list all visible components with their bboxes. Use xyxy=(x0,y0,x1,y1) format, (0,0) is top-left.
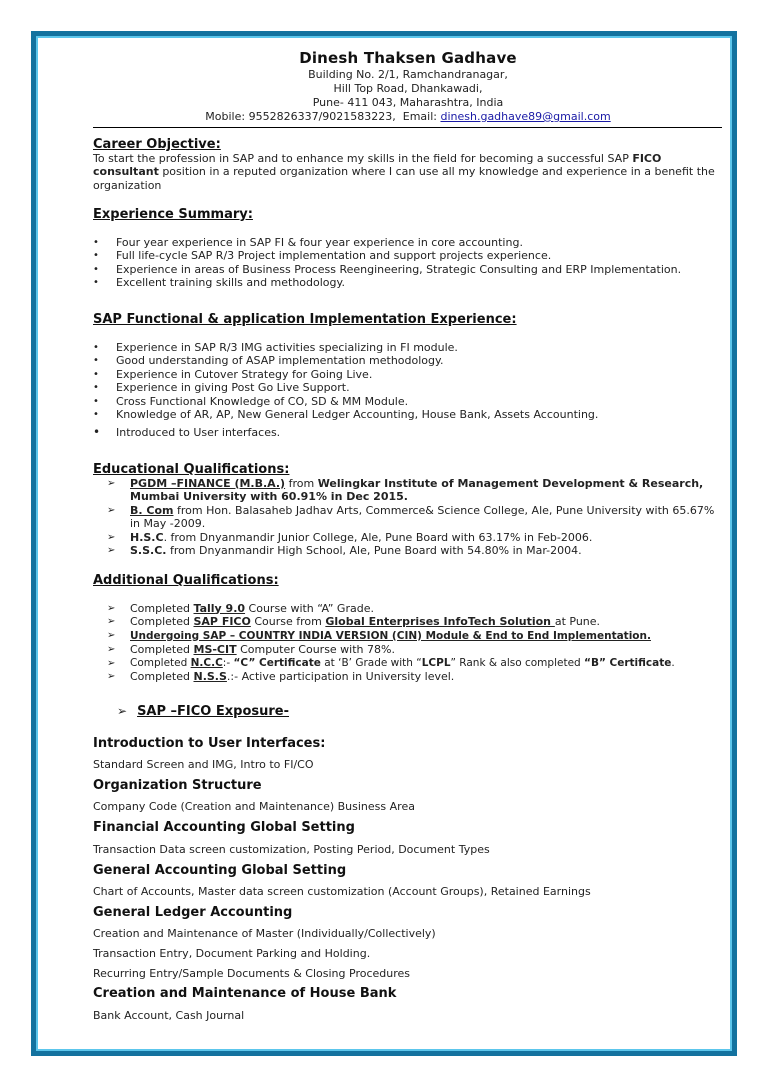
list-item: ➢ B. Com from Hon. Balasaheb Jadhav Arts, Commerce& Science College, Ale, Pune University with 65.67% in May -2009. xyxy=(107,503,715,530)
exposure-line: Company Code (Creation and Maintenance) Business Area xyxy=(93,800,415,813)
arrow-bullet-icon: ➢ xyxy=(117,704,128,718)
arrow-bullet-icon: ➢ xyxy=(107,504,116,516)
exposure-line: Transaction Data screen customization, Posting Period, Document Types xyxy=(93,843,490,856)
section-title: Career Objective: xyxy=(93,137,221,152)
list-item: ➢ Completed N.C.C:- “C” Certificate at ‘B’ Grade with “LCPL” Rank & also completed “B” Certificate. xyxy=(107,656,675,669)
candidate-name: Dinesh Thaksen Gadhave xyxy=(299,49,517,67)
exposure-heading: Organization Structure xyxy=(93,778,262,793)
contact-line xyxy=(93,110,723,124)
list-item: • Introduced to User interfaces. xyxy=(93,424,281,439)
list-item: ➢ S.S.C. from Dnyanmandir High School, Ale, Pune Board with 54.80% in Mar-2004. xyxy=(107,544,582,557)
address-line-2: Hill Top Road, Dhankawadi, xyxy=(333,82,483,95)
list-item: ➢ Completed N.S.S.:- Active participation in University level. xyxy=(107,670,455,683)
education-section xyxy=(93,463,723,558)
exposure-heading: General Accounting Global Setting xyxy=(93,863,347,878)
arrow-bullet-icon: ➢ xyxy=(107,629,116,641)
list-item: • Full life-cycle SAP R/3 Project implementation and support projects experience. xyxy=(93,249,552,262)
bullet-icon: • xyxy=(93,355,99,366)
arrow-bullet-icon: ➢ xyxy=(107,657,116,669)
arrow-bullet-icon: ➢ xyxy=(107,671,116,682)
exposure-heading: Creation and Maintenance of House Bank xyxy=(93,986,397,1001)
resume-header xyxy=(93,48,723,124)
arrow-bullet-icon: ➢ xyxy=(107,644,116,655)
list-item: ➢ Completed Tally 9.0 Course with “A” Grade. xyxy=(107,601,374,615)
section-title: Additional Qualifications: xyxy=(93,573,279,588)
arrow-bullet-icon: ➢ xyxy=(107,477,116,489)
exposure-line: Creation and Maintenance of Master (Individually/Collectively) xyxy=(93,927,436,940)
section-title: SAP Functional & application Implementation Experience: xyxy=(93,312,517,327)
list-item: ➢ Completed SAP FICO Course from Global Enterprises InfoTech Solution at Pune. xyxy=(107,615,601,628)
list-item: • Excellent training skills and methodology. xyxy=(93,276,345,289)
bullet-icon: • xyxy=(93,409,99,420)
exposure-heading: Introduction to User Interfaces: xyxy=(93,736,326,751)
header-divider xyxy=(93,127,722,128)
education-list xyxy=(93,477,723,558)
exposure-line: Standard Screen and IMG, Intro to FI/CO xyxy=(93,758,314,771)
list-item: • Four year experience in SAP FI & four year experience in core accounting. xyxy=(93,235,523,249)
list-item: ➢ Undergoing SAP – COUNTRY INDIA VERSION (CIN) Module & End to End Implementation. xyxy=(107,629,651,642)
arrow-bullet-icon: ➢ xyxy=(107,616,116,627)
arrow-bullet-icon: ➢ xyxy=(107,545,116,556)
contact-mobile: Mobile: 9552826337/9021583223, Email: xyxy=(205,110,441,123)
arrow-bullet-icon: ➢ xyxy=(107,602,116,614)
bullet-icon: • xyxy=(93,382,99,393)
email-link[interactable]: dinesh.gadhave89@gmail.com xyxy=(440,110,611,123)
exposure-heading: General Ledger Accounting xyxy=(93,905,293,920)
exposure-line: Transaction Entry, Document Parking and Holding. xyxy=(93,947,371,960)
address-line-1: Building No. 2/1, Ramchandranagar, xyxy=(308,68,508,81)
experience-summary-section xyxy=(93,208,723,290)
bullet-icon: • xyxy=(93,424,101,439)
objective-text: To start the profession in SAP and to enhance my skills in the field for becoming a successful SAP FICO consultant position in a reputed organization where I can use all my knowledge and experience in a benefit the organization xyxy=(93,151,715,192)
list-item: • Experience in giving Post Go Live Support. xyxy=(93,381,350,394)
sap-functional-list xyxy=(93,341,723,440)
bullet-icon: • xyxy=(93,250,99,261)
sap-functional-section xyxy=(93,313,723,439)
exposure-line: Chart of Accounts, Master data screen customization (Account Groups), Retained Earnings xyxy=(93,885,591,898)
list-item: • Experience in Cutover Strategy for Going Live. xyxy=(93,367,373,381)
list-item: ➢ PGDM –FINANCE (M.B.A.) from Welingkar Institute of Management Development & Research, Mumbai University with 60.91% in Dec 2015. xyxy=(107,476,704,503)
section-title: Educational Qualifications: xyxy=(93,462,290,477)
bullet-icon: • xyxy=(93,368,99,380)
career-objective-section xyxy=(93,138,723,192)
exposure-line: Recurring Entry/Sample Documents & Closing Procedures xyxy=(93,967,411,980)
section-title: Experience Summary: xyxy=(93,207,253,222)
fico-exposure-title: SAP –FICO Exposure- xyxy=(137,704,289,719)
exposure-line: Bank Account, Cash Journal xyxy=(93,1009,245,1022)
list-item: ➢ H.S.C. from Dnyanmandir Junior College, Ale, Pune Board with 63.17% in Feb-2006. xyxy=(107,530,593,544)
experience-list xyxy=(93,236,723,290)
list-item: • Good understanding of ASAP implementation methodology. xyxy=(93,354,444,367)
bullet-icon: • xyxy=(93,395,99,407)
additional-list xyxy=(93,602,723,684)
list-item: • Experience in SAP R/3 IMG activities specializing in FI module. xyxy=(93,340,458,354)
address-line-3: Pune- 411 043, Maharashtra, India xyxy=(312,96,504,109)
fico-exposure-section xyxy=(93,737,723,1023)
bullet-icon: • xyxy=(93,263,99,275)
bullet-icon: • xyxy=(93,277,99,288)
list-item: • Knowledge of AR, AP, New General Ledger Accounting, House Bank, Assets Accounting. xyxy=(93,408,599,421)
additional-qualifications-section xyxy=(93,574,723,684)
list-item: • Experience in areas of Business Process Reengineering, Strategic Consulting and ERP Implementation. xyxy=(93,262,682,276)
bullet-icon: • xyxy=(93,236,99,248)
list-item: ➢ Completed MS-CIT Computer Course with 78%. xyxy=(107,643,395,656)
exposure-heading: Financial Accounting Global Setting xyxy=(93,820,355,835)
bullet-icon: • xyxy=(93,341,99,353)
fico-exposure-title-row xyxy=(117,705,747,719)
arrow-bullet-icon: ➢ xyxy=(107,531,116,543)
list-item: • Cross Functional Knowledge of CO, SD & MM Module. xyxy=(93,394,409,408)
